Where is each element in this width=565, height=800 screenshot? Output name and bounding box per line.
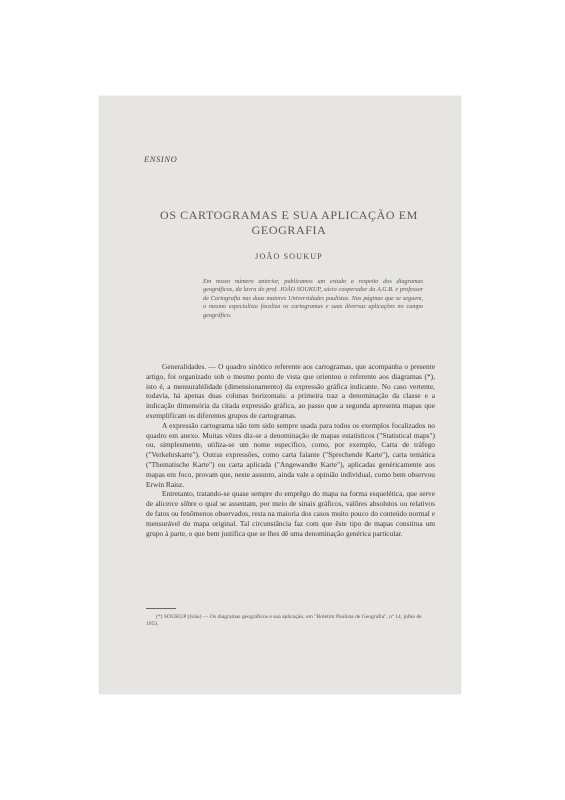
author-name: JOÃO SOUKUP xyxy=(255,252,323,261)
section-label: ENSINO xyxy=(144,154,178,164)
body-paragraph: Entretanto, tratando-se quase sempre do emprêgo do mapa na forma esquelética, que serve de alicerce sôbre o qual se assentam, por meio de sinais gráficos, valôres absolutos ou relativos de fatos ou fenômenos observados, resta na maioria dos casos muito pouco do conteúdo normal e mensurável do mapa original. Tal circunstância faz com que êste tipo de mapas constitua um grupo à parte, o que bem justifica que se lhes dê uma denominação genérica particular. xyxy=(146,489,435,538)
article-body xyxy=(146,362,435,538)
footnote-divider xyxy=(146,608,176,609)
body-paragraph: Generalidades. — O quadro sinótico referente aos cartogramas, que acompanha o presente artigo, foi organizado sob o mesmo ponto de vista que orientou o referente aos diagramas (*), isto é, a mensurabilidade (dimensionamento) da expressão gráfica indicante. No caso vertente, todavia, há apenas duas colunas horizontais: a primeira traz a denominação da classe e a indicação dimensória da citada expressão gráfica, ao passo que a segunda apresenta mapas que exemplificam os diferentes grupos de cartogramas. xyxy=(146,362,435,420)
article-title: OS CARTOGRAMAS E SUA APLICAÇÃO EM GEOGRAFIA xyxy=(160,208,418,237)
document-page xyxy=(99,96,461,694)
footnote: (*) SOUKUP (João) — Os diagramas geográficos e sua aplicação, em "Boletim Paulista de Geografia", nº 14, julho de 1953. xyxy=(146,614,422,628)
intro-note: Em nosso número anterior, publicamos um estudo a respeito dos diagramas geográficos, da lavra do prof. JOÃO SOUKUP, sócio cooperador da A.G.B. e professor de Cartografia nas duas maiores Universidades paulistas. Nas páginas que se seguem, o mesmo especialista focaliza os cartogramas e suas diversas aplicações no campo geográfico. xyxy=(203,278,423,319)
body-paragraph: A expressão cartograma não tem sido sempre usada para todos os exemplos focalizados no quadro em anexo. Muitas vêzes diz-se a denominação de mapas estatísticos ("Statistical maps") ou, simplesmente, utiliza-se um nome específico, como, por exemplo, Carta de tráfego ("Verkehrskarte"). Outras expressões, como carta falante ("Sprechende Karte"), carta temática ("Thematische Karte") ou carta aplicada ("Angewandte Karte"), aplicadas genèricamente aos mapas em foco, provam que, neste assunto, ainda vale a opinião individual, como bem observou Erwin Raisz. xyxy=(146,420,435,489)
